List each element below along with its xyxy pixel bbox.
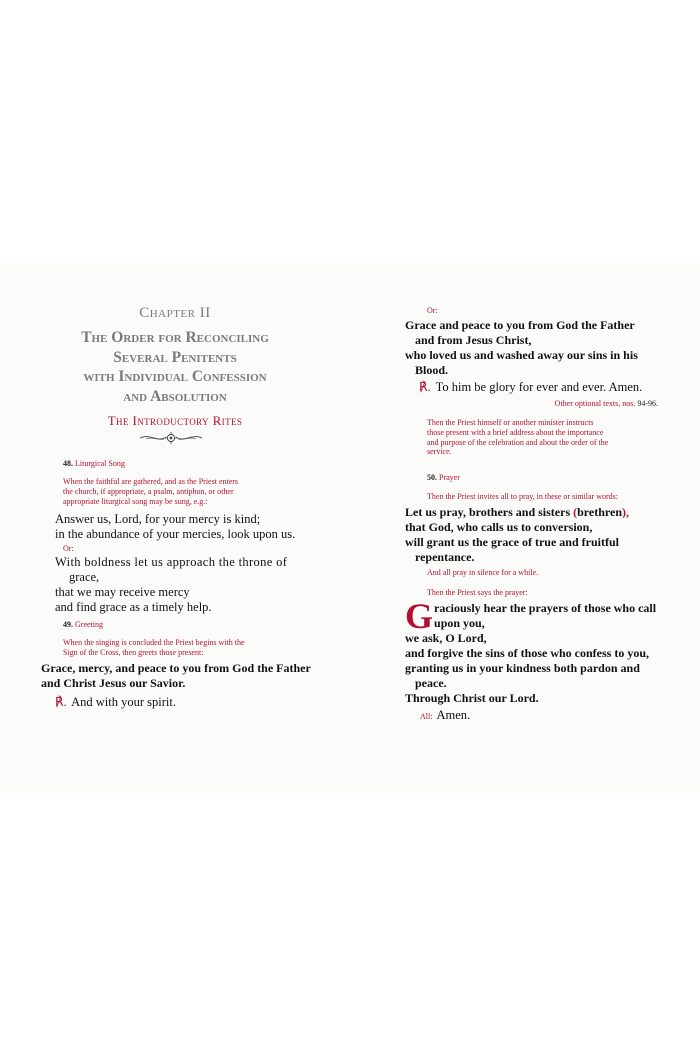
item-heading: Greeting xyxy=(75,620,103,629)
item-48-heading xyxy=(63,459,125,468)
prayer-text xyxy=(405,596,700,706)
response-mark: ℟. xyxy=(419,380,431,394)
text-line: and find grace as a timely help. xyxy=(55,600,212,614)
all-response xyxy=(420,706,470,724)
chapter-title xyxy=(40,328,310,406)
text-line: peace. xyxy=(415,676,447,690)
rubric-line: When the singing is concluded the Priest begins with the xyxy=(63,638,245,647)
text-segment: brethren xyxy=(577,505,623,519)
text-line xyxy=(405,505,695,520)
text-line: Grace, mercy, and peace to you from God the Father xyxy=(41,661,311,675)
amen-text: Amen. xyxy=(436,708,471,722)
text-line: we ask, O Lord, xyxy=(405,631,487,645)
rubric xyxy=(427,418,646,457)
text-line: grace, xyxy=(69,570,100,584)
rubric xyxy=(63,638,288,658)
other-texts-ref xyxy=(538,399,658,408)
rubric-line: Sign of the Cross, then greets those present: xyxy=(63,647,204,657)
invitation-text xyxy=(405,505,695,565)
dropcap: G xyxy=(405,596,434,636)
text-line: Through Christ our Lord. xyxy=(405,691,539,705)
text-line: Grace and peace to you from God the Father xyxy=(405,318,635,332)
text-line: that we may receive mercy xyxy=(55,585,190,599)
item-heading: Prayer xyxy=(439,473,460,482)
text-line: raciously hear the prayers of those who call xyxy=(434,601,657,615)
paren-close: ), xyxy=(622,505,630,519)
greeting-text xyxy=(41,661,341,691)
text-line: upon you, xyxy=(434,616,485,630)
other-texts-nums: 94-96. xyxy=(637,399,658,408)
item-number: 49. xyxy=(63,620,73,629)
text-line: granting us in your kindness both pardon and xyxy=(405,661,640,675)
text-line: and forgive the sins of those who confess to you, xyxy=(405,646,650,660)
prayer-rubric: Then the Priest says the prayer: xyxy=(427,588,528,597)
item-49-heading xyxy=(63,620,103,629)
silence-rubric: And all pray in silence for a while. xyxy=(427,568,539,577)
all-label: All: xyxy=(420,712,433,721)
or-label: Or: xyxy=(63,544,74,553)
title-line: Several Penitents xyxy=(113,348,237,366)
antiphon-text xyxy=(55,512,305,542)
right-page xyxy=(350,263,700,793)
text-line: in the abundance of your mercies, look upon us. xyxy=(55,527,296,541)
text-line: Blood. xyxy=(415,363,449,377)
text-line: Answer us, Lord, for your mercy is kind; xyxy=(55,512,261,526)
chapter-label: Chapter II xyxy=(139,305,211,321)
response xyxy=(55,694,176,710)
title-line: The Order for Reconciling xyxy=(81,329,269,346)
item-50-heading xyxy=(427,473,460,482)
response xyxy=(419,379,642,395)
text-line: With boldness let us approach the throne of xyxy=(55,555,288,569)
text-line: repentance. xyxy=(415,550,475,564)
rubric-line: appropriate liturgical song may be sung, e.g.: xyxy=(63,496,208,506)
left-page xyxy=(0,263,350,793)
text-line: will grant us the grace of true and fruitful xyxy=(405,535,619,549)
response-mark: ℟. xyxy=(55,695,67,709)
rubric-line: Then the Priest himself or another minister instructs xyxy=(427,418,594,427)
other-texts-label: Other optional texts, nos. xyxy=(554,399,636,408)
rubric-line: When the faithful are gathered, and as the Priest enters xyxy=(63,477,239,486)
title-line: and Absolution xyxy=(123,387,227,405)
text-segment: Let us pray, brothers and sisters xyxy=(405,505,574,519)
rubric xyxy=(63,477,283,506)
paren-open: ( xyxy=(573,505,578,519)
text-line: and Christ Jesus our Savior. xyxy=(41,676,186,690)
ornament-flourish-icon xyxy=(138,429,204,447)
rubric-line: those present with a brief address about the importance xyxy=(427,427,604,437)
or-label: Or: xyxy=(427,306,438,315)
section-heading: The Introductory Rites xyxy=(107,413,243,428)
rubric-line: the church, if appropriate, a psalm, antiphon, or other xyxy=(63,486,234,496)
invite-rubric: Then the Priest invites all to pray, in these or similar words: xyxy=(427,492,618,501)
item-heading: Liturgical Song xyxy=(75,459,125,468)
rubric-line: and purpose of the celebration and about the order of the xyxy=(427,437,609,447)
alt-antiphon-text xyxy=(55,555,305,615)
title-line: with Individual Confession xyxy=(83,368,267,385)
item-number: 48. xyxy=(63,459,73,468)
response-text: To him be glory for ever and ever. Amen. xyxy=(435,380,643,394)
rubric-line: service. xyxy=(427,447,452,457)
text-line: who loved us and washed away our sins in his xyxy=(405,348,638,362)
item-number: 50. xyxy=(427,473,437,482)
text-line: that God, who calls us to conversion, xyxy=(405,520,593,534)
prayer-opening xyxy=(405,596,700,636)
text-line: and from Jesus Christ, xyxy=(415,333,532,347)
greeting-text xyxy=(405,318,695,378)
response-text: And with your spirit. xyxy=(71,695,176,709)
